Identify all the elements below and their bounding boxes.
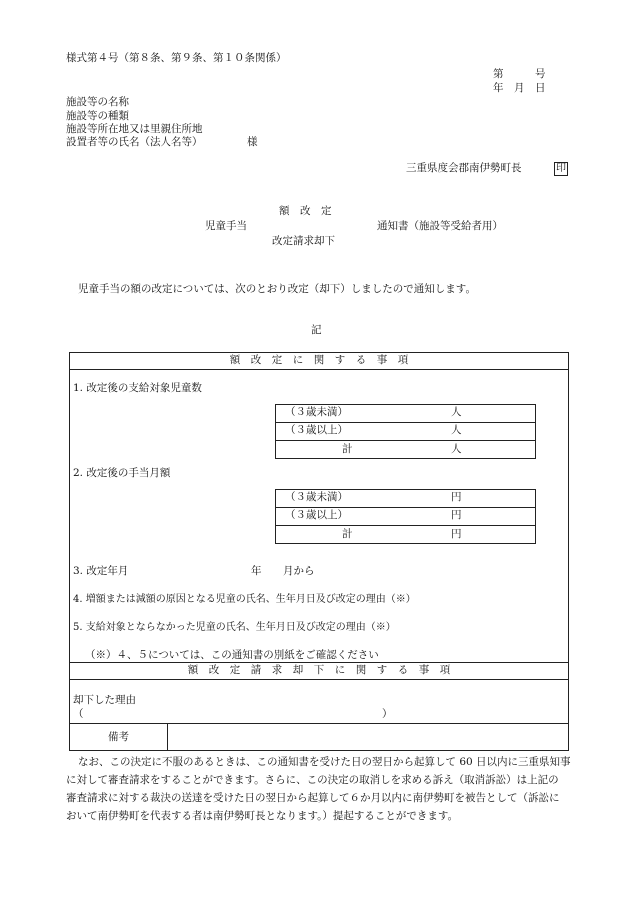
footer-line-1: なお、この決定に不服のあるときは、この通知書を受けた日の翌日から起算して 60 日以内に三重県知事 (78, 756, 571, 768)
footer-line-4: おいて南伊勢町を代表する者は南伊勢町長となります。）提起することができます。 (66, 810, 459, 822)
title-top: 額 改 定 (279, 205, 332, 217)
item3-year: 年 (251, 565, 262, 577)
rejection-header: 額 改 定 請 求 却 下 に 関 す る 事 項 (187, 664, 451, 676)
amount-table-divider-2 (275, 525, 536, 526)
amount-row-total-unit: 円 (451, 528, 462, 540)
seal-mark: 印 (556, 163, 566, 174)
note-text: （※）４、５については、この通知書の別紙をご確認ください (85, 649, 379, 661)
issuer-name: 三重県度会郡南伊勢町長 (406, 162, 522, 174)
children-row-over3-unit: 人 (451, 424, 462, 436)
title-suffix: 通知書（施設等受給者用） (377, 220, 503, 232)
revision-header: 額 改 定 に 関 す る 事 項 (229, 354, 409, 366)
rejection-top-divider (69, 662, 569, 663)
children-row-total-unit: 人 (451, 443, 462, 455)
amount-row-over3-unit: 円 (451, 509, 462, 521)
number-label-text: 第 号 (493, 68, 546, 80)
children-row-total-label: 計 (342, 443, 353, 455)
item5-label: 5. 支給対象とならなかった児童の氏名、生年月日及び改定の理由（※） (73, 622, 396, 633)
amount-row-under3-label: （３歳未満） (285, 491, 348, 503)
title-bottom: 改定請求却下 (272, 235, 335, 247)
amount-table-divider-1 (275, 507, 536, 508)
item3-label: 3. 改定年月 (73, 565, 129, 577)
remarks-label: 備考 (108, 731, 129, 743)
children-row-over3-label: （３歳以上） (285, 424, 348, 436)
amount-row-total-label: 計 (342, 528, 353, 540)
facility-type-label: 施設等の種類 (66, 110, 129, 122)
owner-name-label: 設置者等の氏名（法人名等） (66, 136, 203, 148)
children-row-under3-label: （３歳未満） (285, 406, 348, 418)
amount-row-under3-unit: 円 (451, 491, 462, 503)
revision-header-divider (69, 369, 569, 370)
amount-row-over3-label: （３歳以上） (285, 509, 348, 521)
intro-text: 児童手当の額の改定については、次のとおり改定（却下）しましたので通知します。 (78, 283, 476, 295)
footer-line-3: 審査請求に対する裁決の送達を受けた日の翌日から起算して６か月以内に南伊勢町を被告として（訴訟に (66, 792, 560, 804)
facility-name-label: 施設等の名称 (66, 96, 129, 108)
item2-label: 2. 改定後の手当月額 (73, 467, 171, 479)
form-number: 様式第４号（第８条、第９条、第１０条関係） (66, 52, 287, 64)
remarks-column-divider (167, 723, 168, 751)
children-row-under3-unit: 人 (451, 406, 462, 418)
remarks-divider (69, 723, 569, 724)
rejection-header-divider (69, 679, 569, 680)
title-prefix: 児童手当 (205, 220, 247, 232)
footer-line-2: に対して審査請求をすることができます。さらに、この決定の取消しを求める訴え（取消訴訟）は上記の (66, 774, 559, 786)
item1-label: 1. 改定後の支給対象児童数 (73, 382, 202, 394)
date-label: 年 月 日 (493, 82, 546, 94)
children-table-divider-2 (275, 440, 536, 441)
reason-paren-close: ） (382, 708, 393, 720)
ki-label: 記 (311, 324, 322, 336)
item4-label: 4. 増額または減額の原因となる児童の氏名、生年月日及び改定の理由（※） (73, 594, 416, 605)
number-label (493, 68, 546, 81)
reason-paren-open: （ (73, 708, 84, 720)
reason-label: 却下した理由 (73, 694, 136, 706)
honorific: 様 (247, 136, 258, 148)
facility-address-label: 施設等所在地又は里親住所地 (66, 123, 203, 135)
item3-month: 月から (283, 565, 315, 577)
children-table-divider-1 (275, 422, 536, 423)
